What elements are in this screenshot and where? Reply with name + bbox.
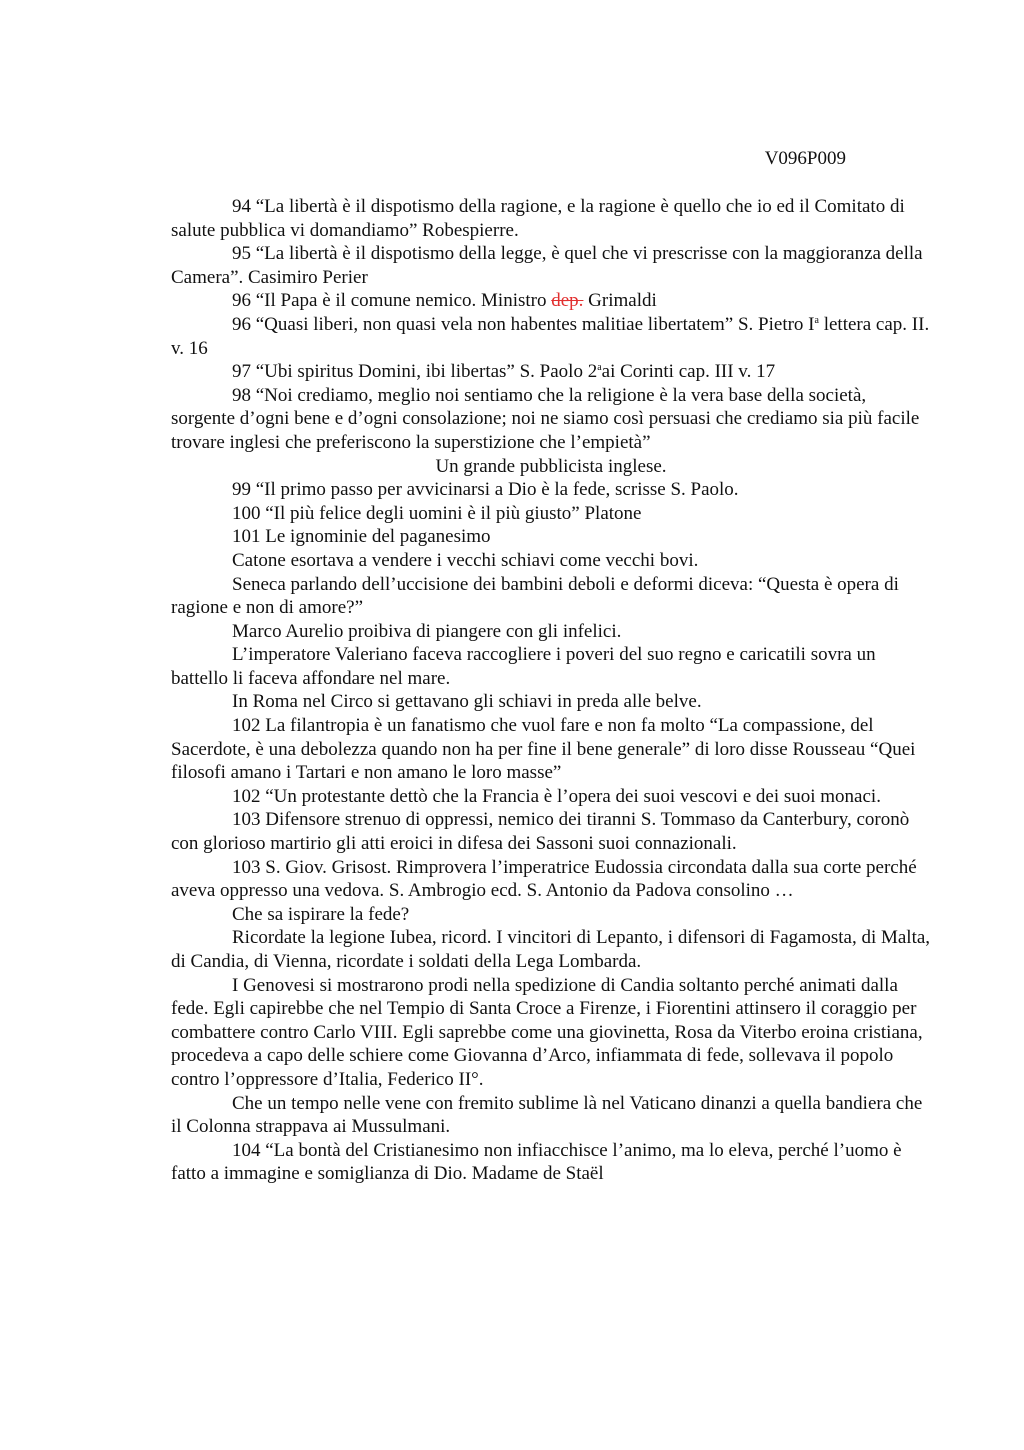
superscript: a (597, 362, 602, 374)
entry-101-seneca: Seneca parlando dell’uccisione dei bambini deboli e deformi diceva: “Questa è opera di ragione e non di amore?” (171, 573, 899, 619)
entry-96-papa-text: 96 “Il Papa è il comune nemico. Ministro (232, 290, 552, 312)
entry-101-valeriano: L’imperatore Valeriano faceva raccogliere i poveri del suo regno e caricatili sovra un battello li faceva affondare nel mare. (171, 644, 876, 689)
superscript: a (814, 314, 819, 326)
entry-98: 98 “Noi crediamo, meglio noi sentiamo che la religione è la vera base della società, sorgente d’ogni bene e d’ogni consolazione; noi ne siamo così persuasi che crediamo sia più facile trovare inglesi che preferiscono la superstizione che l’empietà” (171, 384, 920, 453)
entry-100: 100 “Il più felice degli uomini è il più giusto” Platone (232, 502, 642, 524)
entry-97-text: 97 “Ubi spiritus Domini, ibi libertas” S. Paolo 2 (232, 361, 598, 383)
entry-101: 101 Le ignominie del paganesimo (232, 526, 491, 548)
entry-98-attribution: Un grande pubblicista inglese. (435, 455, 667, 477)
entry-96-quasi-text: 96 “Quasi liberi, non quasi vela non habentes malitiae libertatem” S. Pietro I (232, 313, 815, 335)
document-body (171, 195, 931, 1186)
entry-99: 99 “Il primo passo per avvicinarsi a Dio è la fede, scrisse S. Paolo. (232, 479, 739, 501)
entry-101-marco-aurelio: Marco Aurelio proibiva di piangere con gli infelici. (232, 620, 622, 642)
entry-96-quasi-liberi (171, 313, 931, 360)
entry-103-legione: Ricordate la legione Iubea, ricord. I vincitori di Lepanto, i difensori di Fagamosta, di Malta, di Candia, di Vienna, ricordate i soldati della Lega Lombarda. (171, 927, 931, 972)
entry-95: 95 “La libertà è il dispotismo della legge, è quel che vi prescrisse con la maggioranza della Camera”. Casimiro Perier (171, 243, 923, 288)
entry-103-fede: Che sa ispirare la fede? (232, 903, 410, 925)
entry-101-catone: Catone esortava a vendere i vecchi schiavi come vecchi bovi. (232, 549, 699, 571)
entry-103-tempo: Che un tempo nelle vene con fremito sublime là nel Vaticano dinanzi a quella bandiera che il Colonna strappava ai Mussulmani. (171, 1092, 923, 1138)
entry-103-grisostomo: 103 S. Giov. Grisost. Rimprovera l’imperatrice Eudossia circondata dalla sua corte perché aveva oppresso una vedova. S. Ambrogio ecd. S. Antonio da Padova consolino … (171, 856, 917, 902)
entry-97 (171, 360, 931, 384)
entry-96-papa (171, 289, 931, 313)
entry-104: 104 “La bontà del Cristianesimo non infiacchisce l’animo, ma lo eleva, perché l’uomo è fatto a immagine e somiglianza di Dio. Madame de Staël (171, 1139, 902, 1185)
entry-97-end: ai Corinti cap. III v. 17 (601, 361, 776, 383)
entry-96-papa-end: Grimaldi (583, 290, 657, 312)
entry-102-filantropia: 102 La filantropia è un fanatismo che vuol fare e non fa molto “La compassione, del Sacerdote, è una debolezza quando non ha per fine il bene generale” di loro disse Rousseau “Quei filosofi amano i Tartari e non amano le loro masse” (171, 715, 916, 784)
deleted-text: dep. (551, 290, 584, 312)
page-id: V096P009 (764, 148, 846, 169)
entry-102-protestante: 102 “Un protestante dettò che la Francia è l’opera dei suoi vescovi e dei suoi monaci. (232, 785, 881, 807)
entry-103-canterbury: 103 Difensore strenuo di oppressi, nemico dei tiranni S. Tommaso da Canterbury, coronò con glorioso martirio gli atti eroici in difesa dei Sassoni suoi connazionali. (171, 809, 910, 855)
entry-96-quasi-end: lettera cap. II. v. 16 (171, 313, 930, 359)
entry-101-roma: In Roma nel Circo si gettavano gli schiavi in preda alle belve. (232, 691, 702, 713)
entry-103-genovesi: I Genovesi si mostrarono prodi nella spedizione di Candia soltanto perché animati dalla fede. Egli capirebbe che nel Tempio di Santa Croce a Firenze, i Fiorentini attinsero il coraggio per combattere contro Carlo VIII. Egli saprebbe come una giovinetta, Rosa da Viterbo eroina cristiana, procedeva a capo delle schiere come Giovanna d’Arco, infiammata di fede, sollevava il popolo contro l’oppressore d’Italia, Federico II°. (171, 974, 923, 1090)
entry-94: 94 “La libertà è il dispotismo della ragione, e la ragione è quello che io ed il Comitato di salute pubblica vi domandiamo” Robespierre. (171, 196, 905, 241)
